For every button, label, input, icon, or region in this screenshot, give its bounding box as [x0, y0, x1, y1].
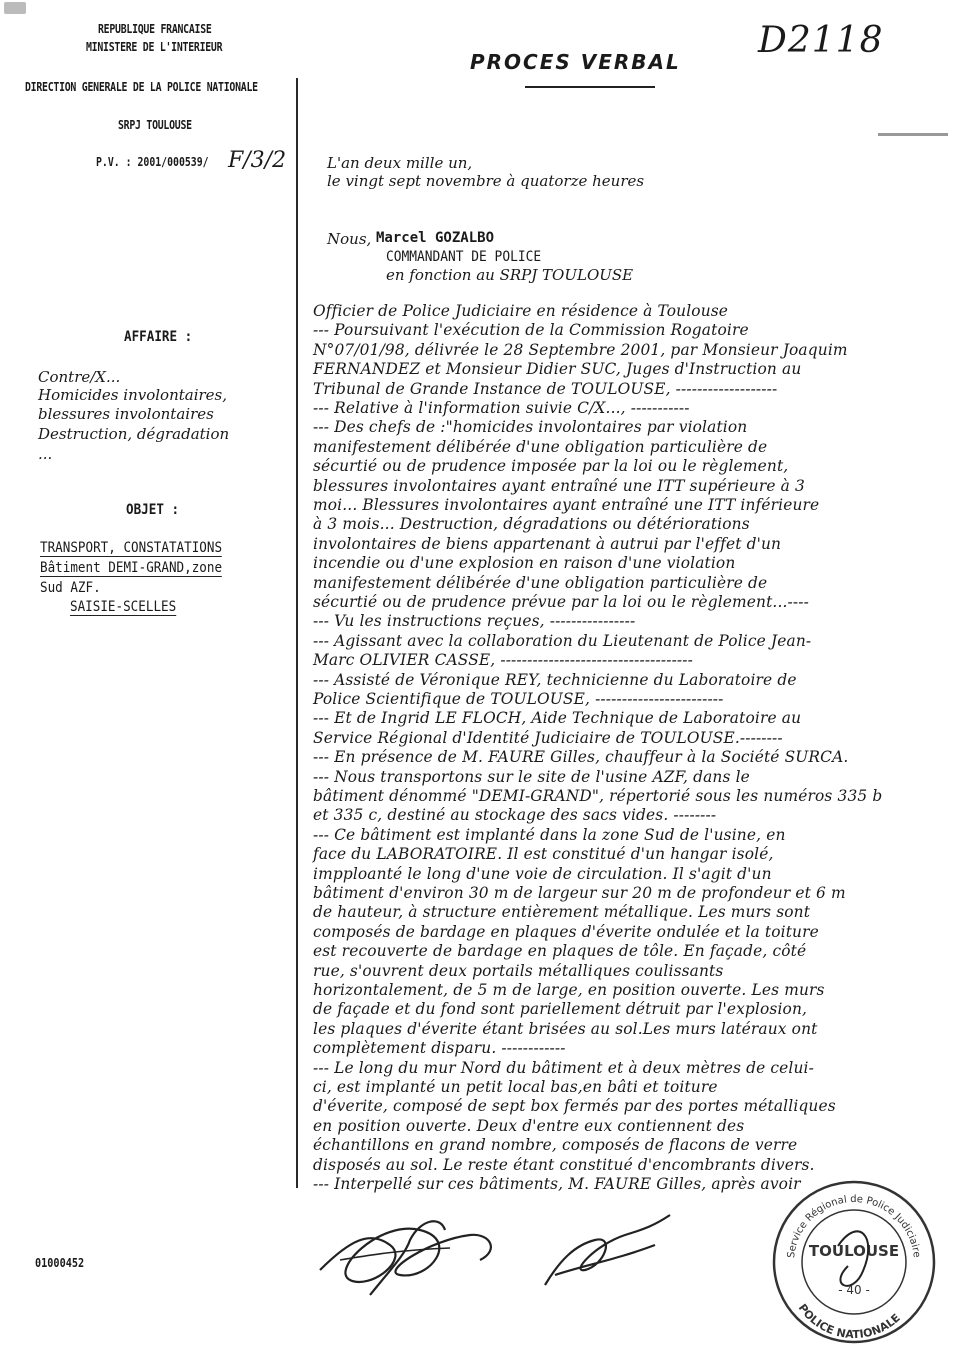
body-line: et 335 c, destiné au stockage des sacs vides. -------- — [313, 806, 717, 825]
body-line: Marc OLIVIER CASSE, ------------------------------------ — [313, 651, 693, 670]
body-line: --- Assisté de Véronique REY, technicienne du Laboratoire de — [313, 670, 797, 689]
stamp-number: - 40 - — [838, 1283, 870, 1297]
body-line: --- Et de Ingrid LE FLOCH, Aide Technique de Laboratoire au — [313, 709, 802, 728]
scan-mark — [4, 2, 26, 14]
officer-post: en fonction au SRPJ TOULOUSE — [386, 266, 634, 284]
scan-smudge — [878, 133, 948, 136]
objet-item: Bâtiment DEMI-GRAND,zone — [40, 560, 223, 576]
body-line: ci, est implanté un petit local bas,en bâti et toiture — [313, 1078, 718, 1096]
body-line: bâtiment dénommé "DEMI-GRAND", répertorié sous les numéros 335 b — [313, 787, 883, 805]
affaire-item: blessures involontaires — [38, 405, 214, 423]
body-line: involontaires de biens appartenant à autrui par l'effet d'un — [313, 534, 782, 553]
column-divider — [296, 78, 298, 1188]
officer-rank: COMMANDANT DE POLICE — [386, 249, 542, 265]
body-line: --- Interpellé sur ces bâtiments, M. FAURE Gilles, après avoir — [313, 1175, 801, 1193]
affaire-item: ... — [38, 445, 53, 463]
stamp-bottom-text: POLICE NATIONALE — [795, 1301, 903, 1342]
body-line: manifestement délibérée d'une obligation particulière de — [313, 437, 768, 456]
body-line: face du LABORATOIRE. Il est constitué d'un hangar isolé, — [313, 845, 774, 864]
stamp-city: TOULOUSE — [808, 1242, 900, 1260]
officer-name: Marcel GOZALBO — [376, 230, 495, 246]
affaire-item: Destruction, dégradation — [38, 425, 230, 443]
body-line: sécurtié ou de prudence imposée par la loi ou le règlement, — [313, 457, 789, 476]
body-line: disposés au sol. Le reste étant constitué d'encombrants divers. — [313, 1155, 815, 1174]
signature-witness — [535, 1205, 685, 1300]
body-line: de hauteur, à structure entièrement métallique. Les murs sont — [313, 903, 811, 922]
service-line: SRPJ TOULOUSE — [118, 118, 192, 132]
body-line: incendie ou d'une explosion en raison d'une violation — [313, 554, 736, 573]
body-line: Officier de Police Judiciaire en résidence à Toulouse — [313, 302, 729, 320]
body-line: Tribunal de Grande Instance de TOULOUSE, ------------------- — [313, 379, 778, 398]
body-line: bâtiment d'environ 30 m de largeur sur 20 m de profondeur et 6 m — [313, 884, 846, 902]
police-stamp — [768, 1176, 940, 1348]
body-line: moi... Blessures involontaires ayant entraîné une ITT inférieure — [313, 496, 820, 514]
affaire-heading: AFFAIRE : — [124, 329, 193, 345]
ministry-line: MINISTERE DE L'INTERIEUR — [86, 40, 223, 54]
pv-handwritten-suffix: F/3/2 — [228, 148, 287, 173]
body-line: en position ouverte. Deux d'entre eux contiennent des — [313, 1116, 745, 1135]
body-line: est recouverte de bardage en plaques de tôle. En façade, côté — [313, 942, 807, 961]
date-line: L'an deux mille un, — [327, 154, 473, 172]
body-line: --- Ce bâtiment est implanté dans la zone Sud de l'usine, en — [313, 825, 786, 844]
body-line: --- Agissant avec la collaboration du Lieutenant de Police Jean- — [313, 631, 812, 650]
nous-label: Nous, — [327, 230, 372, 248]
body-line: N°07/01/98, délivrée le 28 Septembre 2001, par Monsieur Joaquim — [313, 340, 848, 359]
body-line: Service Régional d'Identité Judiciaire de TOULOUSE.-------- — [313, 728, 783, 747]
reference-number: 01000452 — [35, 1256, 85, 1270]
body-line: --- Vu les instructions reçues, ---------------- — [313, 612, 636, 631]
objet-item: TRANSPORT, CONSTATATIONS — [40, 540, 223, 556]
body-line: --- Nous transportons sur le site de l'usine AZF, dans le — [313, 767, 750, 786]
affaire-item: Contre/X... — [38, 368, 121, 386]
objet-item: Sud AZF. — [40, 580, 101, 596]
direction-line: DIRECTION GENERALE DE LA POLICE NATIONALE — [25, 80, 258, 94]
body-line: --- Poursuivant l'exécution de la Commission Rogatoire — [313, 321, 749, 340]
body-line: rue, s'ouvrent deux portails métalliques coulissants — [313, 961, 724, 980]
body-line: FERNANDEZ et Monsieur Didier SUC, Juges d'Instruction au — [313, 360, 802, 379]
body-line: --- En présence de M. FAURE Gilles, chauffeur à la Société SURCA. — [313, 748, 849, 767]
body-line: échantillons en grand nombre, composés de flacons de verre — [313, 1136, 798, 1155]
affaire-item: Homicides involontaires, — [38, 386, 228, 404]
title-underline — [525, 86, 655, 88]
objet-heading: OBJET : — [126, 502, 180, 518]
body-line: composés de bardage en plaques d'éverite ondulée et la toiture — [313, 922, 819, 941]
body-line: horizontalement, de 5 m de large, en position ouverte. Les murs — [313, 981, 825, 999]
body-line: Police Scientifique de TOULOUSE, ------------------------ — [313, 690, 724, 708]
objet-item: SAISIE-SCELLES — [70, 599, 177, 615]
body-line: --- Le long du mur Nord du bâtiment et à deux mètres de celui- — [313, 1058, 814, 1077]
handwritten-doc-code: D2118 — [758, 20, 884, 61]
republic-line: REPUBLIQUE FRANCAISE — [98, 22, 212, 36]
body-line: --- Des chefs de :"homicides involontaires par violation — [313, 418, 748, 437]
body-line: impploanté le long d'une voie de circulation. Il s'agit d'un — [313, 864, 772, 883]
date-line: le vingt sept novembre à quatorze heures — [327, 172, 645, 190]
document-title: PROCES VERBAL — [470, 50, 681, 74]
body-line: complètement disparu. ------------ — [313, 1039, 566, 1058]
pv-number: P.V. : 2001/000539/ — [96, 155, 209, 169]
body-line: les plaques d'éverite étant brisées au sol.Les murs latéraux ont — [313, 1019, 818, 1038]
body-line: sécurtié ou de prudence prévue par la loi ou le règlement...---- — [313, 593, 809, 611]
body-line: blessures involontaires ayant entraîné une ITT supérieure à 3 — [313, 476, 805, 495]
signature-officer — [310, 1200, 510, 1310]
body-line: --- Relative à l'information suivie C/X..., ----------- — [313, 399, 690, 417]
stamp-ring-text: Service Régional de Police Judiciaire — [786, 1193, 922, 1259]
body-line: d'éverite, composé de sept box fermés par des portes métalliques — [313, 1097, 836, 1116]
body-line: manifestement délibérée d'une obligation particulière de — [313, 573, 768, 592]
body-line: à 3 mois... Destruction, dégradations ou détériorations — [313, 515, 750, 534]
body-line: de façade et du fond sont pariellement détruit par l'explosion, — [313, 1000, 808, 1019]
